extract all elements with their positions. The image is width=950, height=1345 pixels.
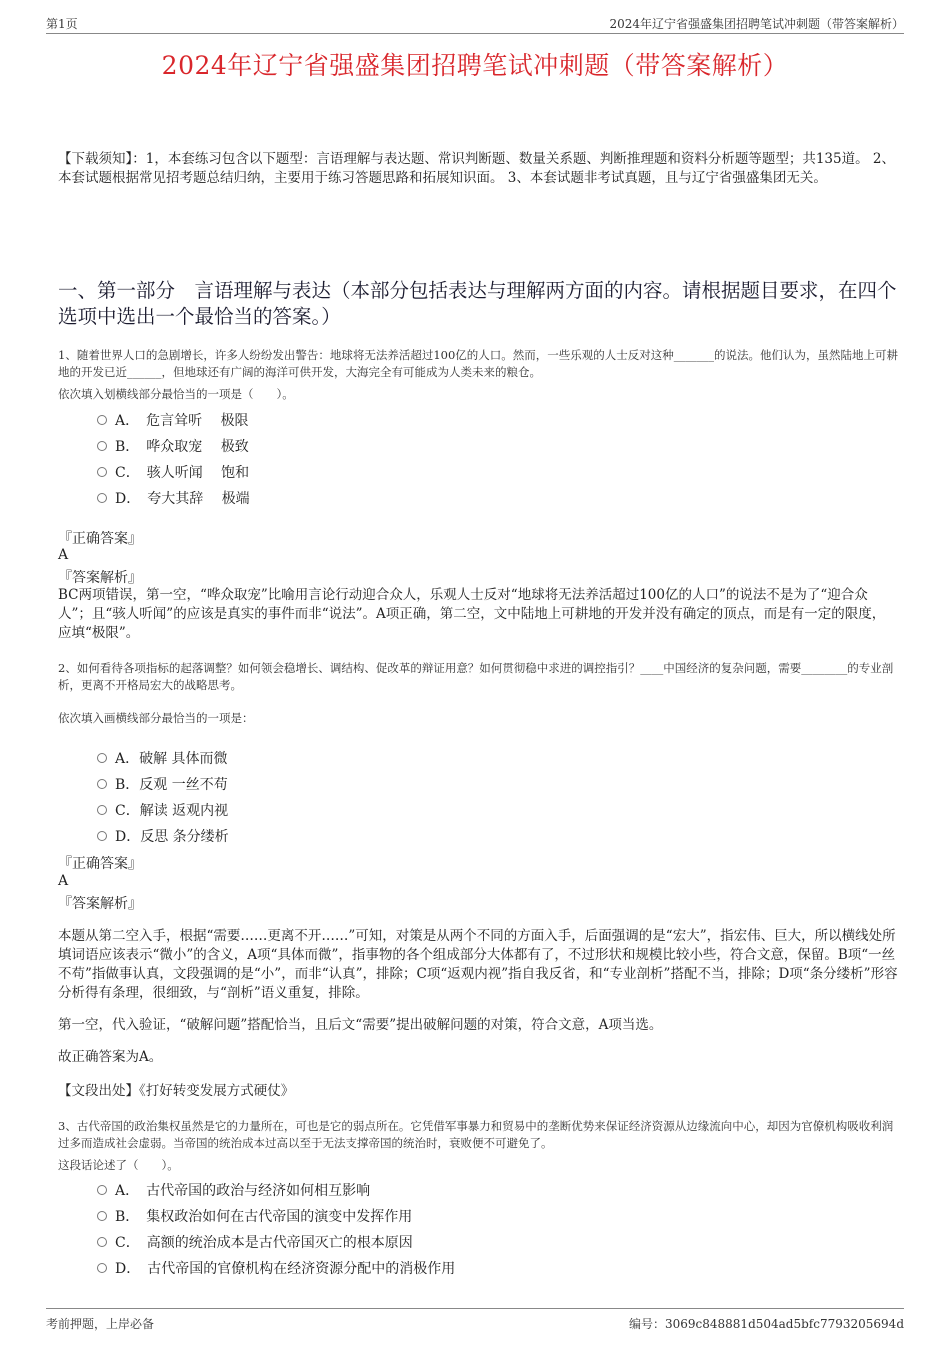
q1-option-c[interactable]: [97, 462, 249, 482]
q2-analysis-p1: 本题从第二空入手，根据“需要……更离不开……”可知，对策是从两个不同的方面入手，后面强调的是“宏大”，指宏伟、巨大，所以横线处所填词语应该表示“微小”的含义，A项“具体而微”，指事物的各个组成部分大体都有了，不过形状和规模比较小些，符合文意，保留。B项“一丝不苟”指做事认真，文段强调的是“小”，而非“认真”，排除；C项“返观内视”指自我反省，和“专业剖析”搭配不当，排除；D项“条分缕析”形容分析得有条理，很细致，与“剖析”语义重复，排除。: [58, 928, 898, 1001]
q3-option-d[interactable]: [97, 1258, 455, 1278]
q2-option-b[interactable]: [97, 774, 228, 794]
radio-icon[interactable]: [97, 467, 107, 477]
page-header: [46, 13, 904, 34]
q3-option-c-label: C． 高额的统治成本是古代帝国灭亡的根本原因: [115, 1235, 413, 1251]
q2-stem: 2、如何看待各项指标的起落调整？如何领会稳增长、调结构、促改革的辩证用意？如何贯彻稳中求进的调控指引？____中国经济的复杂问题，需要________的专业剖析，更离不开格局宏大的战略思考。: [58, 661, 894, 692]
q2-option-b-label: B．反观 一丝不苟: [115, 777, 228, 793]
q2-answer: A: [58, 873, 69, 889]
q2-analysis-label: 『答案解析』: [58, 896, 142, 912]
q3-stem: 3、古代帝国的政治集权虽然是它的力量所在，可也是它的弱点所在。它凭借军事暴力和贸易中的垄断优势来保证经济资源从边缘流向中心，却因为官僚机构吸收利润过多而造成社会虚弱。当帝国的统治成本过高以至于无法支撑帝国的统治时，衰败便不可避免了。: [58, 1119, 894, 1150]
radio-icon[interactable]: [97, 779, 107, 789]
q1-answer: A: [58, 547, 69, 563]
radio-icon[interactable]: [97, 1185, 107, 1195]
q2-option-a-label: A．破解 具体而微: [115, 751, 228, 767]
q2-prompt: 依次填入画横线部分最恰当的一项是：: [58, 711, 254, 725]
page-title: 2024年辽宁省强盛集团招聘笔试冲刺题（带答案解析）: [161, 51, 789, 80]
download-notice: 【下载须知】：1，本套练习包含以下题型：言语理解与表达题、常识判断题、数量关系题、判断推理题和资料分析题等题型；共135道。 2、本套试题根据常见招考题总结归纳，主要用于练习答题思路和拓展知识面。 3、本套试题非考试真题，且与辽宁省强盛集团无关。: [58, 151, 895, 186]
q2-analysis-p2: 第一空，代入验证，“破解问题”搭配恰当，且后文“需要”提出破解问题的对策，符合文意，A项当选。: [58, 1017, 663, 1033]
page-number: 第1页: [46, 17, 78, 31]
q2-analysis-p3: 故正确答案为A。: [58, 1049, 163, 1065]
q2-source: 【文段出处】《打好转变发展方式硬仗》: [58, 1083, 295, 1099]
radio-icon[interactable]: [97, 1237, 107, 1247]
q3-prompt: 这段话论述了（ ）。: [58, 1158, 179, 1172]
q3-option-a-label: A． 古代帝国的政治与经济如何相互影响: [115, 1183, 371, 1199]
q2-option-c-label: C．解读 返观内视: [115, 803, 229, 819]
q2-option-d-label: D．反思 条分缕析: [115, 829, 229, 845]
q1-option-a-label: A． 危言耸听 极限: [115, 413, 249, 429]
q3-option-c[interactable]: [97, 1232, 413, 1252]
footer-doc-id: 编号：3069c848881d504ad5bfc7793205694d: [629, 1317, 904, 1331]
radio-icon[interactable]: [97, 753, 107, 763]
q1-stem: 1、随着世界人口的急剧增长，许多人纷纷发出警告：地球将无法养活超过100亿的人口。然而，一些乐观的人士反对这种_______的说法。他们认为，虽然陆地上可耕地的开发已近______，但地球还有广阔的海洋可供开发，大海完全有可能成为人类未来的粮仓。: [58, 348, 899, 379]
q2-option-a[interactable]: [97, 748, 228, 768]
q2-answer-label: 『正确答案』: [58, 856, 142, 872]
radio-icon[interactable]: [97, 805, 107, 815]
q1-option-d-label: D． 夸大其辞 极端: [115, 491, 250, 507]
q3-option-b-label: B． 集权政治如何在古代帝国的演变中发挥作用: [115, 1209, 413, 1225]
radio-icon[interactable]: [97, 441, 107, 451]
q3-option-d-label: D． 古代帝国的官僚机构在经济资源分配中的消极作用: [115, 1261, 456, 1277]
footer-slogan: 考前押题，上岸必备: [46, 1317, 155, 1331]
radio-icon[interactable]: [97, 1211, 107, 1221]
q1-analysis-label: 『答案解析』: [58, 570, 142, 586]
q2-option-c[interactable]: [97, 800, 228, 820]
q1-option-b-label: B． 哗众取宠 极致: [115, 439, 249, 455]
q1-option-b[interactable]: [97, 436, 249, 456]
radio-icon[interactable]: [97, 1263, 107, 1273]
q2-option-d[interactable]: [97, 826, 229, 846]
q1-option-d[interactable]: [97, 488, 250, 508]
page-footer: [46, 1308, 904, 1333]
q1-prompt: 依次填入划横线部分最恰当的一项是（ ）。: [58, 387, 294, 401]
q1-analysis: BC两项错误，第一空，“哗众取宠”比喻用言论行动迎合众人，乐观人士反对“地球将无法养活超过100亿的人口”的说法不是为了“迎合众人”；且“骇人听闻”的应该是真实的事件而非“说法”。A项正确，第二空，文中陆地上可耕地的开发并没有确定的顶点，而是有一定的限度，应填“极限”。: [58, 587, 886, 641]
header-doc-title: 2024年辽宁省强盛集团招聘笔试冲刺题（带答案解析）: [609, 17, 904, 31]
q3-option-a[interactable]: [97, 1180, 370, 1200]
q3-option-b[interactable]: [97, 1206, 412, 1226]
section-heading: 一、第一部分 言语理解与表达（本部分包括表达与理解两方面的内容。请根据题目要求，在四个选项中选出一个最恰当的答案。）: [58, 279, 897, 328]
radio-icon[interactable]: [97, 493, 107, 503]
q1-option-c-label: C． 骇人听闻 饱和: [115, 465, 250, 481]
q1-option-a[interactable]: [97, 410, 249, 430]
radio-icon[interactable]: [97, 415, 107, 425]
q1-answer-label: 『正确答案』: [58, 531, 142, 547]
radio-icon[interactable]: [97, 831, 107, 841]
